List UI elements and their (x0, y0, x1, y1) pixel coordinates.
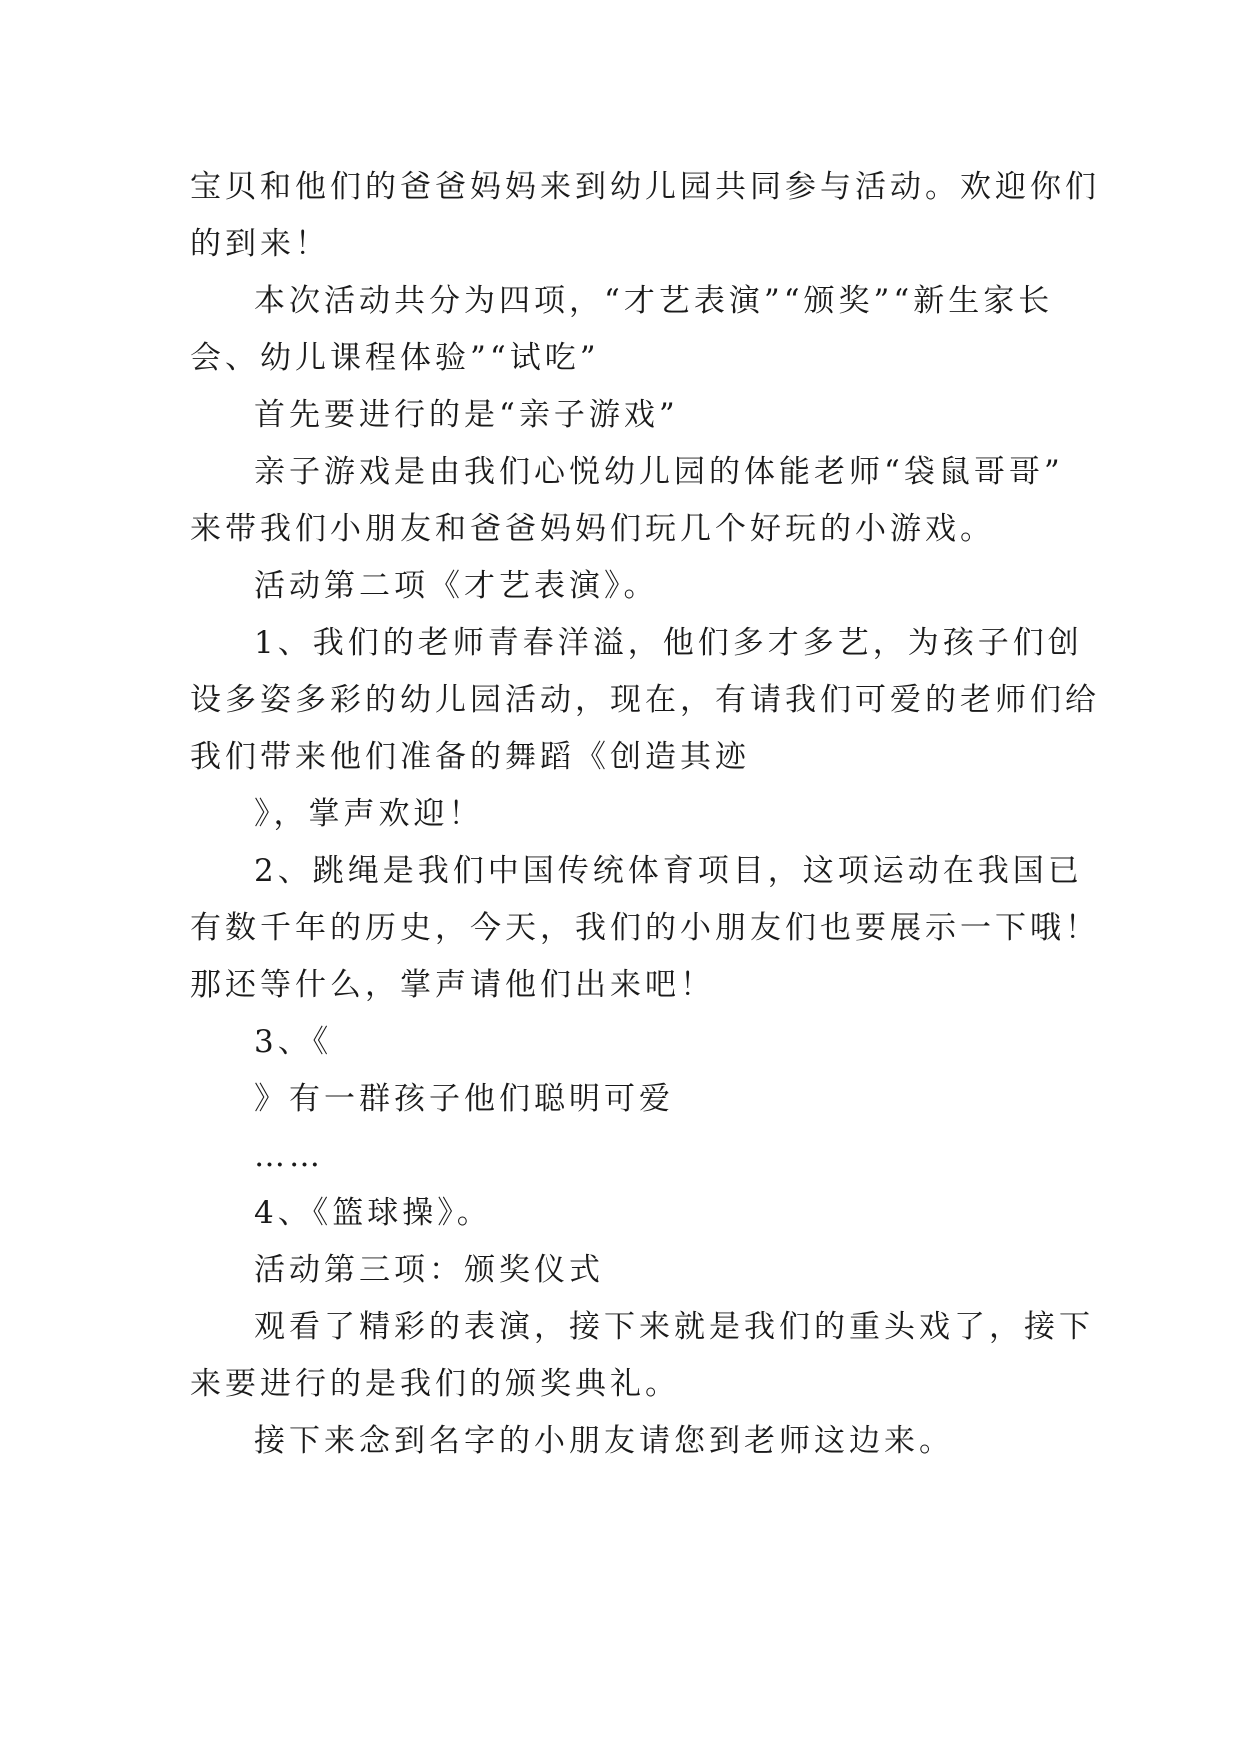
text-line: 会、幼儿课程体验”“试吃” (190, 340, 600, 376)
text-line: 来要进行的是我们的颁奖典礼。 (190, 1366, 680, 1402)
text-line: 4、《篮球操》。 (254, 1195, 492, 1231)
text-line: 来带我们小朋友和爸爸妈妈们玩几个好玩的小游戏。 (190, 511, 995, 547)
text-line: 》有一群孩子他们聪明可爱 (254, 1081, 674, 1117)
text-line: 首先要进行的是“亲子游戏” (254, 397, 679, 433)
text-line: 活动第二项《才艺表演》。 (254, 568, 659, 604)
text-line: 亲子游戏是由我们心悦幼儿园的体能老师“袋鼠哥哥” (254, 454, 1064, 490)
text-line: 那还等什么，掌声请他们出来吧！ (190, 967, 715, 1003)
text-line: …… (254, 1138, 324, 1174)
text-line: 观看了精彩的表演，接下来就是我们的重头戏了，接下 (254, 1309, 1094, 1345)
text-line: 我们带来他们准备的舞蹈《创造其迹 (190, 739, 750, 775)
text-line: 宝贝和他们的爸爸妈妈来到幼儿园共同参与活动。欢迎你们 (190, 169, 1100, 205)
text-line: 有数千年的历史，今天，我们的小朋友们也要展示一下哦！ (190, 910, 1100, 946)
text-line: 本次活动共分为四项，“才艺表演”“颁奖”“新生家长 (254, 283, 1054, 319)
text-line: 的到来！ (190, 226, 330, 262)
text-line: 设多姿多彩的幼儿园活动，现在，有请我们可爱的老师们给 (190, 682, 1100, 718)
text-line: 活动第三项：颁奖仪式 (254, 1252, 604, 1288)
text-line: 1、我们的老师青春洋溢，他们多才多艺，为孩子们创 (254, 625, 1083, 661)
text-line: 》，掌声欢迎！ (254, 796, 484, 832)
text-line: 接下来念到名字的小朋友请您到老师这边来。 (254, 1423, 954, 1459)
text-line: 3、《 (254, 1024, 333, 1060)
text-line: 2、跳绳是我们中国传统体育项目，这项运动在我国已 (254, 853, 1083, 889)
